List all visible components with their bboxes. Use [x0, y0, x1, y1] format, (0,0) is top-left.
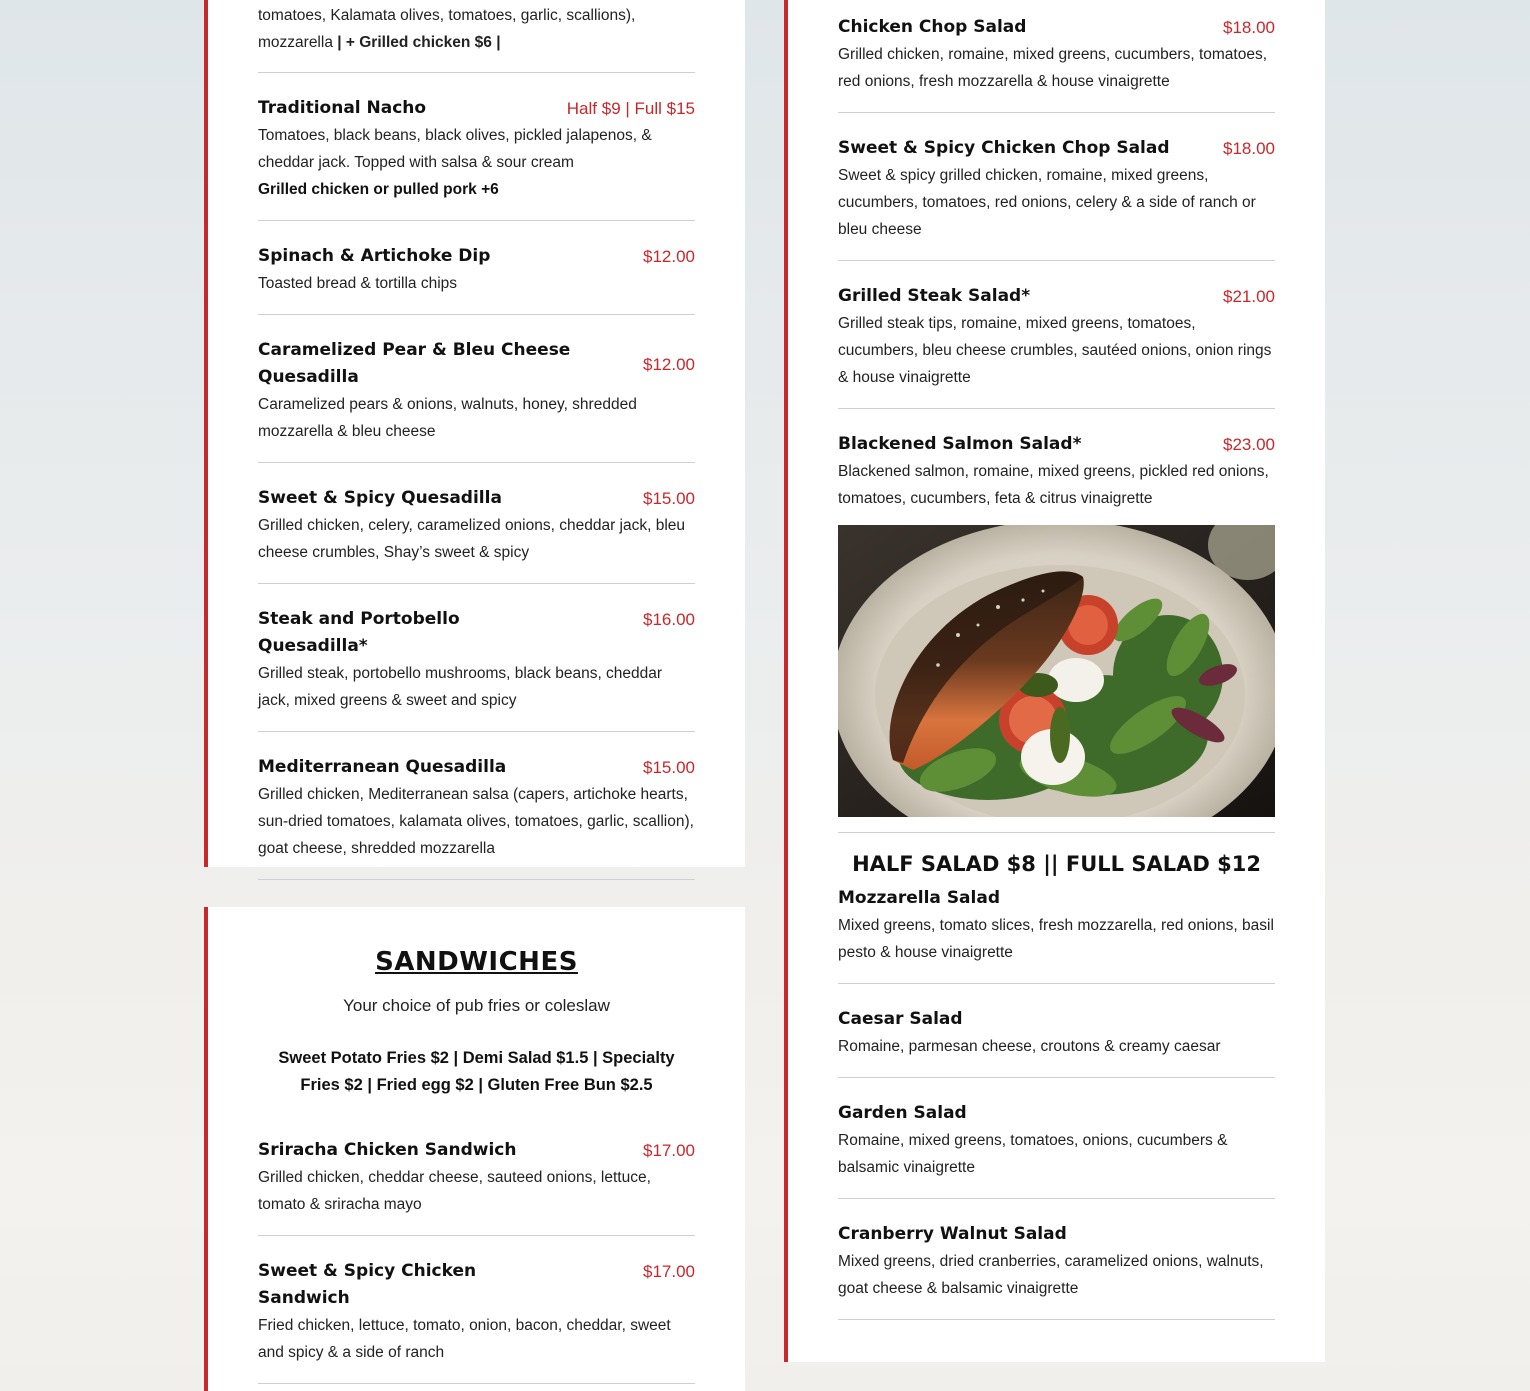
section-addons: Sweet Potato Fries $2 | Demi Salad $1.5 | Specialty Fries $2 | Fried egg $2 | Gluten Free Bun $2.5 [278, 1049, 675, 1094]
starters-panel [204, 0, 745, 867]
item-description: Romaine, parmesan cheese, croutons & creamy caesar [838, 1038, 1221, 1055]
item-name: Caramelized Pear & Bleu Cheese Quesadilla [258, 340, 571, 387]
item-name: Sweet & Spicy Quesadilla [258, 488, 502, 508]
item-price: $15.00 [643, 489, 695, 508]
item-description: tomatoes, Kalamata olives, tomatoes, garlic, scallions), [258, 7, 636, 24]
menu-item-sweet-spicy-chop-salad [838, 113, 1275, 261]
section-title: SANDWICHES [375, 947, 578, 977]
menu-item-spinach-artichoke-dip [258, 221, 695, 315]
item-price: $21.00 [1223, 287, 1275, 306]
menu-item-sweet-spicy-chicken-sandwich [258, 1236, 695, 1384]
item-name: Caesar Salad [838, 1009, 963, 1029]
item-description-line2 [258, 29, 695, 56]
menu-item-blackened-salmon-salad [838, 409, 1275, 529]
section-note: Your choice of pub fries or coleslaw [343, 996, 610, 1015]
item-name: Cranberry Walnut Salad [838, 1224, 1067, 1244]
item-name: Traditional Nacho [258, 98, 427, 118]
item-description: Grilled chicken, Mediterranean salsa (capers, artichoke hearts, sun-dried tomatoes, kalamata olives, tomatoes, garlic, scallion), goat cheese, shredded mozzarella [258, 786, 694, 857]
menu-item-mediterranean-quesadilla [258, 732, 695, 880]
salads-panel [784, 0, 1325, 1362]
sandwiches-list [258, 947, 695, 1384]
item-name: Sweet & Spicy Chicken Chop Salad [838, 138, 1170, 158]
item-description: Grilled steak, portobello mushrooms, black beans, cheddar jack, mixed greens & sweet and spicy [258, 665, 663, 709]
item-name: Blackened Salmon Salad* [838, 434, 1082, 454]
menu-item-traditional-nacho [258, 73, 695, 221]
divider [838, 832, 1275, 833]
half-full-salads [838, 832, 1275, 1320]
menu-item-partial [258, 0, 695, 73]
salmon-salad-illustration [838, 525, 1275, 817]
salads-list [838, 0, 1275, 529]
item-description: Grilled steak tips, romaine, mixed greens, tomatoes, cucumbers, bleu cheese crumbles, sautéed onions, onion rings & house vinaigrette [838, 315, 1272, 386]
starters-list [258, 0, 695, 880]
item-price: $18.00 [1223, 139, 1275, 158]
item-description: Fried chicken, lettuce, tomato, onion, bacon, cheddar, sweet and spicy & a side of ranch [258, 1317, 671, 1361]
menu-item-cranberry-walnut-salad [838, 1199, 1275, 1320]
menu-item-garden-salad [838, 1078, 1275, 1199]
item-description: Grilled chicken, romaine, mixed greens, cucumbers, tomatoes, red onions, fresh mozzarella & house vinaigrette [838, 46, 1268, 90]
item-description: Mixed greens, tomato slices, fresh mozzarella, red onions, basil pesto & house vinaigrette [838, 917, 1274, 961]
item-description: Grilled chicken, cheddar cheese, sauteed onions, lettuce, tomato & sriracha mayo [258, 1169, 651, 1213]
item-name: Garden Salad [838, 1103, 967, 1123]
menu-item-mozzarella-salad [838, 885, 1275, 984]
salad-size-heading: HALF SALAD $8 || FULL SALAD $12 [852, 852, 1261, 876]
item-description: Toasted bread & tortilla chips [258, 275, 458, 292]
item-description: Blackened salmon, romaine, mixed greens, pickled red onions, tomatoes, cucumbers, feta & citrus vinaigrette [838, 463, 1269, 507]
item-description: Tomatoes, black beans, black olives, pickled jalapenos, & cheddar jack. Topped with salsa & sour cream [258, 127, 652, 171]
item-price: $17.00 [643, 1141, 695, 1160]
item-name: Spinach & Artichoke Dip [258, 246, 491, 266]
item-price: $15.00 [643, 758, 695, 777]
item-name: Steak and Portobello Quesadilla* [258, 609, 460, 656]
item-price: $16.00 [643, 610, 695, 629]
item-name: Grilled Steak Salad* [838, 286, 1031, 306]
item-price: $12.00 [643, 355, 695, 374]
sandwiches-panel [204, 907, 745, 1391]
menu-item-caesar-salad [838, 984, 1275, 1078]
item-description: Grilled chicken, celery, caramelized onions, cheddar jack, bleu cheese crumbles, Shay’s sweet & spicy [258, 517, 686, 561]
item-name: Mediterranean Quesadilla [258, 757, 507, 777]
item-name: Sweet & Spicy Chicken Sandwich [258, 1261, 477, 1308]
item-description: Caramelized pears & onions, walnuts, honey, shredded mozzarella & bleu cheese [258, 396, 637, 440]
item-name: Mozzarella Salad [838, 888, 1000, 908]
item-addon-note: Grilled chicken or pulled pork +6 [258, 181, 499, 198]
item-price: $23.00 [1223, 435, 1275, 454]
menu-item-pear-bleu-quesadilla [258, 315, 695, 463]
item-price: $18.00 [1223, 18, 1275, 37]
menu-item-grilled-steak-salad [838, 261, 1275, 409]
item-description: Mixed greens, dried cranberries, caramelized onions, walnuts, goat cheese & balsamic vinaigrette [838, 1253, 1264, 1297]
item-name: Sriracha Chicken Sandwich [258, 1140, 517, 1160]
item-price: $17.00 [643, 1262, 695, 1281]
item-description-plain: mozzarella [258, 34, 338, 51]
item-description: Sweet & spicy grilled chicken, romaine, mixed greens, cucumbers, tomatoes, red onions, celery & a side of ranch or bleu cheese [838, 167, 1256, 238]
menu-item-sweet-spicy-quesadilla [258, 463, 695, 584]
item-description: Romaine, mixed greens, tomatoes, onions, cucumbers & balsamic vinaigrette [838, 1132, 1228, 1176]
item-addon-note: | + Grilled chicken $6 | [337, 34, 501, 51]
item-price: Half $9 | Full $15 [566, 99, 695, 118]
salmon-salad-photo [838, 525, 1275, 817]
menu-item-steak-portobello-quesadilla [258, 584, 695, 732]
item-price: $12.00 [643, 247, 695, 266]
menu-item-chicken-chop-salad [838, 0, 1275, 113]
menu-item-sriracha-chicken-sandwich [258, 1115, 695, 1236]
item-name: Chicken Chop Salad [838, 17, 1027, 37]
